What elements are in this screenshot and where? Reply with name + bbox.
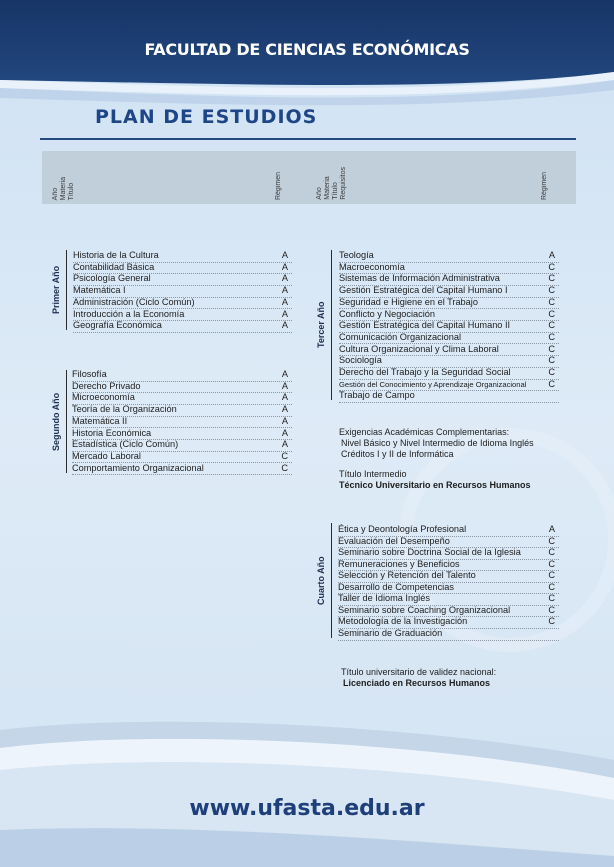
subject-regime: C (548, 331, 555, 342)
subject-name: Derecho del Trabajo y la Seguridad Social (339, 367, 511, 377)
titulo-intermedio-label: Título Intermedio (339, 469, 407, 479)
year-bar-cuarto (331, 523, 332, 638)
subject-name: Taller de Idioma Inglés (338, 593, 430, 604)
subject-regime: C (548, 581, 555, 592)
plan-title: PLAN DE ESTUDIOS (95, 106, 318, 128)
subject-regime: C (548, 308, 555, 319)
subject-regime: C (548, 604, 555, 615)
subject-name: Teología (339, 250, 374, 260)
subject-regime: C (281, 462, 288, 473)
subject-row (73, 285, 292, 298)
subject-regime: C (548, 547, 555, 558)
subject-name: Matemática II (72, 415, 128, 426)
subject-name: Selección y Retención del Talento (338, 570, 476, 581)
header-right-line: Materia (324, 176, 331, 200)
year-label-tercer: Tercer Año (316, 301, 326, 349)
subject-row (338, 628, 559, 641)
subject-name: Geografía Económica (73, 320, 162, 331)
header-right-line: Título (332, 182, 339, 200)
subject-regime: A (281, 250, 288, 260)
subject-name: Contabilidad Básica (73, 261, 155, 272)
subject-regime: A (281, 273, 288, 284)
subject-regime: C (548, 593, 555, 604)
year-bar-primer (66, 250, 67, 330)
header-left-regimen: Régimen (275, 171, 282, 200)
subject-row (339, 390, 559, 403)
subject-regime: A (281, 427, 288, 438)
year-label-primer: Primer Año (51, 265, 61, 315)
subject-row (339, 262, 559, 275)
subject-name: Macroeconomía (339, 261, 405, 272)
subject-regime: C (548, 273, 555, 284)
subject-name: Seminario sobre Doctrina Social de la Iglesia (338, 547, 521, 558)
subject-name: Seminario de Graduación (338, 627, 443, 638)
subject-regime: A (548, 250, 555, 260)
subject-row (339, 320, 559, 333)
table-header (42, 151, 576, 204)
subject-name: Gestión del Conocimiento y Aprendizaje Organizacional (339, 379, 527, 389)
header-left-line: Materia (60, 176, 67, 200)
subject-name: Microeconomía (72, 392, 135, 403)
subject-regime: A (281, 404, 288, 415)
titulo-final-label: Título universitario de validez nacional: (341, 667, 497, 677)
subject-row (73, 297, 292, 310)
subject-row (72, 451, 292, 464)
subject-row (339, 285, 559, 298)
subject-row (72, 381, 292, 394)
subject-name: Administración (Ciclo Común) (73, 296, 195, 307)
subject-row (339, 273, 559, 286)
subject-name: Psicología General (73, 273, 151, 284)
subject-regime: A (281, 392, 288, 403)
subject-name: Gestión Estratégica del Capital Humano I (339, 285, 508, 296)
subject-regime: A (281, 380, 288, 391)
subject-row (72, 404, 292, 417)
subject-name: Teoría de la Organización (72, 404, 177, 415)
year-label-cuarto: Cuarto Año (316, 556, 326, 605)
subject-regime: C (548, 558, 555, 569)
subject-regime: A (281, 296, 288, 307)
subject-name: Ética y Deontología Profesional (338, 524, 467, 534)
subject-name: Historia Económica (72, 427, 152, 438)
header-right-labels (316, 167, 348, 200)
subject-name: Seminario sobre Coaching Organizacional (338, 604, 511, 615)
title-rule (40, 138, 576, 140)
subject-name: Seguridad e Higiene en el Trabajo (339, 296, 478, 307)
subject-regime: C (548, 296, 555, 307)
subject-row (339, 297, 559, 310)
subject-regime: A (281, 439, 288, 450)
subject-regime: C (548, 320, 555, 331)
subject-name: Comportamiento Organizacional (72, 462, 204, 473)
subject-regime: C (548, 367, 555, 377)
subject-regime: A (281, 308, 288, 319)
header-right-line: Año (316, 187, 323, 200)
subject-name: Mercado Laboral (72, 450, 141, 461)
year-label-segundo: Segundo Año (51, 392, 61, 451)
subject-regime: A (281, 261, 288, 272)
subject-name: Desarrollo de Competencias (338, 581, 454, 592)
subject-name: Derecho Privado (72, 380, 141, 391)
subject-name: Metodología de la Investigación (338, 616, 468, 627)
subject-name: Comunicación Organizacional (339, 331, 462, 342)
subject-row (73, 262, 292, 275)
year-bar-segundo (66, 370, 67, 473)
website-url[interactable]: www.ufasta.edu.ar (189, 796, 425, 821)
subject-name: Sistemas de Información Administrativa (339, 273, 500, 284)
header-right-line: Requisitos (340, 167, 347, 200)
subject-regime: C (548, 535, 555, 546)
header-left-line: Título (68, 182, 75, 200)
exigencias-line: Créditos I y II de Informática (341, 449, 454, 459)
subject-row (73, 320, 292, 333)
subject-name: Sociología (339, 355, 382, 366)
subject-row (72, 439, 292, 452)
subject-row (339, 332, 559, 345)
subject-regime: A (281, 369, 288, 379)
subject-row (339, 355, 559, 368)
titulo-intermedio-value: Técnico Universitario en Recursos Humanos (339, 480, 531, 490)
titulo-final-value: Licenciado en Recursos Humanos (343, 678, 491, 688)
subject-row (72, 392, 292, 405)
subject-regime: C (548, 285, 555, 296)
subject-row (73, 273, 292, 286)
exigencias-title: Exigencias Académicas Complementarias: (339, 427, 510, 437)
subject-row (72, 463, 292, 476)
subject-row (339, 379, 559, 392)
faculty-title: FACULTAD DE CIENCIAS ECONÓMICAS (144, 40, 470, 59)
subject-regime: A (281, 285, 288, 296)
subject-regime: A (281, 320, 288, 331)
subject-row (339, 344, 559, 357)
header-left-labels (52, 177, 76, 200)
subject-regime: C (548, 261, 555, 272)
subject-name: Evaluación del Desempeño (338, 535, 450, 546)
subject-row (72, 416, 292, 429)
subject-regime: C (548, 570, 555, 581)
subject-name: Remuneraciones y Beneficios (338, 558, 460, 569)
subject-regime: A (281, 415, 288, 426)
subject-name: Filosofía (72, 369, 107, 379)
subject-regime: C (548, 378, 555, 389)
subject-regime: C (548, 355, 555, 366)
year-bar-tercer (331, 250, 332, 400)
subject-regime: C (548, 616, 555, 627)
subject-name: Introducción a la Economía (73, 308, 185, 319)
subject-regime: C (548, 343, 555, 354)
subject-name: Matemática I (73, 285, 126, 296)
subject-name: Gestión Estratégica del Capital Humano II (339, 320, 511, 331)
subject-name: Historia de la Cultura (73, 250, 159, 260)
subject-regime: C (281, 450, 288, 461)
header-right-regimen: Régimen (541, 171, 548, 200)
subject-name: Conflicto y Negociación (339, 308, 436, 319)
subject-name: Estadística (Ciclo Común) (72, 439, 179, 450)
header-left-line: Año (52, 187, 59, 200)
subject-regime: A (548, 524, 555, 534)
subject-name: Trabajo de Campo (339, 390, 415, 401)
subject-name: Cultura Organizacional y Clima Laboral (339, 343, 499, 354)
exigencias-line: Nivel Básico y Nivel Intermedio de Idioma Inglés (341, 438, 534, 448)
